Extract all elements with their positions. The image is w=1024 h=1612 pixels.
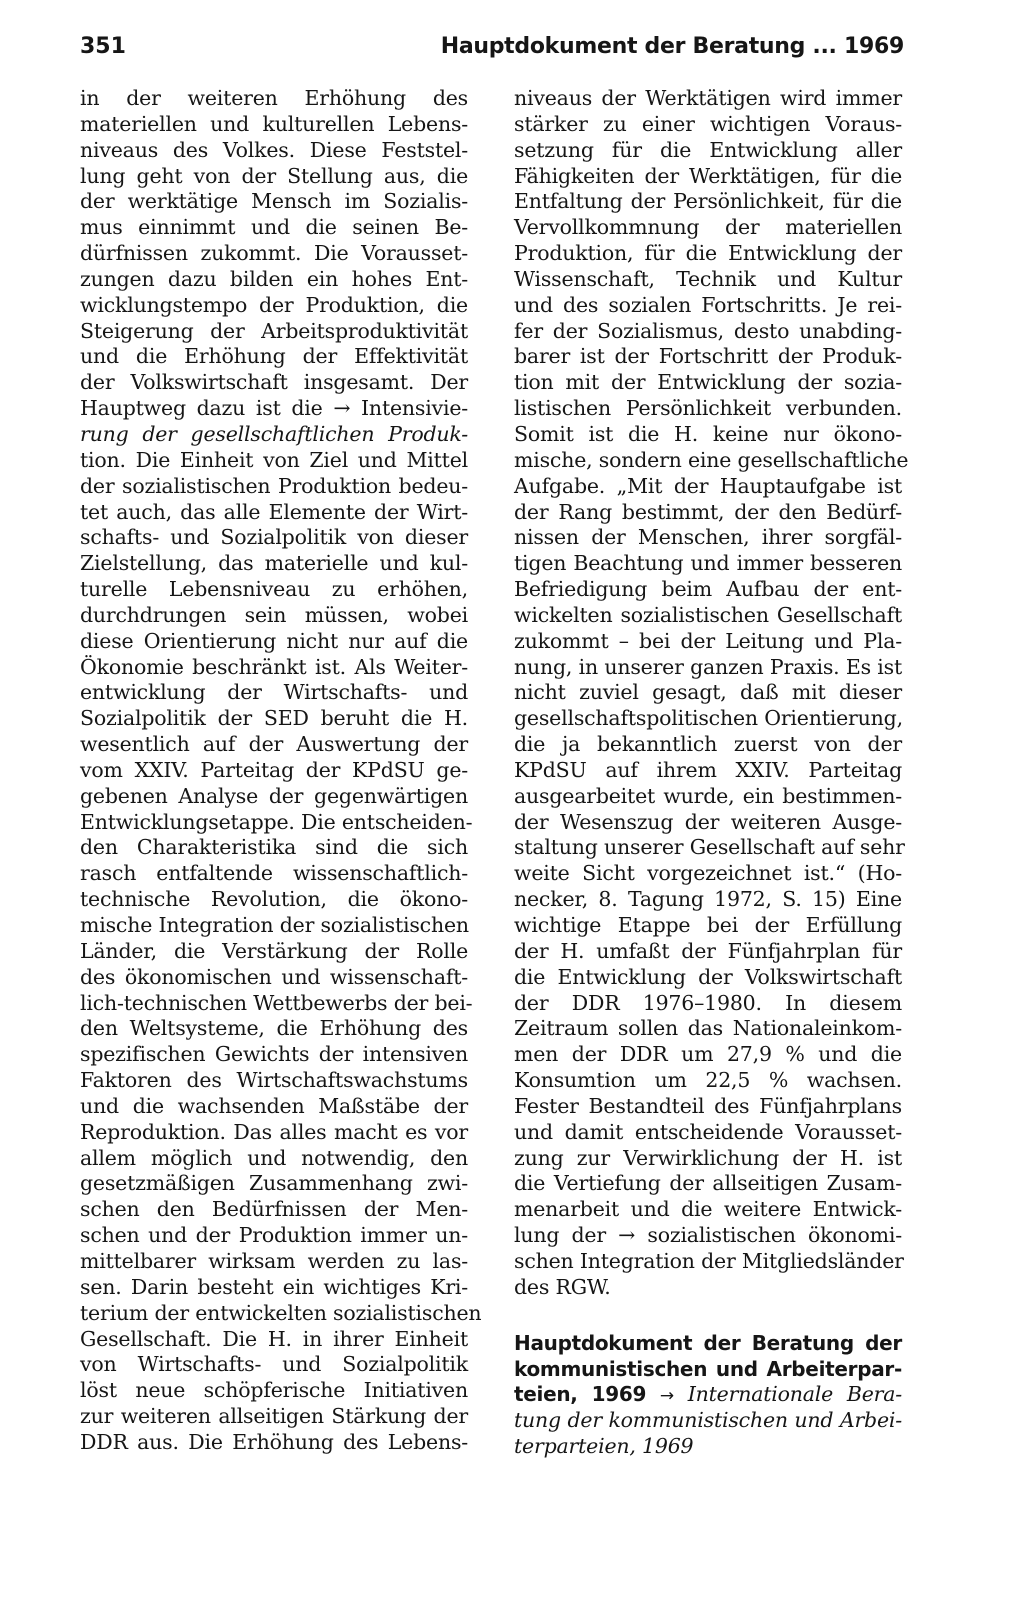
text-line: vom XXIV. Parteitag der KPdSU ge- [80,757,468,782]
right-column [514,86,909,1460]
text-line: Fester Bestandteil des Fünfjahrplans [514,1093,902,1118]
text-line: Reproduktion. Das alles macht es vor [80,1119,468,1144]
text-line: listischen Persönlichkeit verbunden. [514,396,902,421]
text-line: gesetzmäßigen Zusammenhang zwi- [80,1171,468,1196]
text-line: lung geht von der Stellung aus, die [80,163,468,188]
text-line: in der weiteren Erhöhung des [80,86,468,110]
text-line: Hauptweg dazu ist die → Intensivie- [80,396,468,421]
text-line: mus einnimmt und die seinen Be- [80,215,468,240]
text-line: technische Revolution, die ökono- [80,887,468,912]
text-line: wickelten sozialistischen Gesellschaft [514,602,902,627]
text-line: der H. umfaßt der Fünfjahrplan für [514,938,902,963]
text-line: Faktoren des Wirtschaftswachstums [80,1068,468,1093]
text-line: des ökonomischen und wissenschaft- [80,964,468,989]
text-line: Somit ist die H. keine nur ökono- [514,421,902,446]
text-line: wicklungstempo der Produktion, die [80,292,468,317]
text-line: schafts- und Sozialpolitik von dieser [80,525,468,550]
text-line: Zielstellung, das materielle und kul- [80,551,468,576]
text-line: Wissenschaft, Technik und Kultur [514,266,902,291]
text-line: KPdSU auf ihrem XXIV. Parteitag [514,757,902,782]
text-line: und die wachsenden Maßstäbe der [80,1093,468,1118]
text-line: Entfaltung der Persönlichkeit, für die [514,189,902,214]
text-line: barer ist der Fortschritt der Produk- [514,344,902,369]
text-line: den Charakteristika sind die sich [80,835,468,860]
text-line: rasch entfaltende wissenschaftlich- [80,861,468,886]
text-line: zur weiteren allseitigen Stärkung der [80,1404,468,1429]
text-line: der Wesenszug der weiteren Ausge- [514,809,902,834]
text-line: allem möglich und notwendig, den [80,1145,468,1170]
text-line: Produktion, für die Entwicklung der [514,241,902,266]
text-line: Konsumtion um 22,5 % wachsen. [514,1068,902,1093]
entry-headword-end: teien, 1969 [514,1382,647,1407]
text-line: schen Integration der Mitgliedsländer [514,1248,904,1273]
text-line: durchdrungen sein müssen, wobei [80,602,468,627]
text-line: DDR aus. Die Erhöhung des Lebens- [80,1429,468,1454]
text-line: gebenen Analyse der gegenwärtigen [80,783,468,808]
text-line: der DDR 1976–1980. In diesem [514,990,902,1015]
text-line: entwicklung der Wirtschafts- und [80,680,468,705]
text-line: Steigerung der Arbeitsproduktivität [80,318,468,343]
text-line: zung zur Verwirklichung der H. ist [514,1145,902,1170]
text-line: wesentlich auf der Auswertung der [80,732,468,757]
text-line: mische, sondern eine gesellschaftliche [514,447,909,472]
text-line: nung, in unserer ganzen Praxis. Es ist [514,654,902,679]
text-line: men der DDR um 27,9 % und die [514,1042,902,1067]
text-line: terium der entwickelten sozialistischen [80,1300,482,1325]
text-line: lung der → sozialistischen ökonomi- [514,1223,902,1248]
text-line: der Rang bestimmt, der den Bedürf- [514,499,902,524]
text-line: fer der Sozialismus, desto unabding- [514,318,902,343]
running-title: Hauptdokument der Beratung ... 1969 [440,34,904,59]
text-line: der werktätige Mensch im Sozialis- [80,189,468,214]
text-line: Sozialpolitik der SED beruht die H. [80,706,468,731]
text-line: die ja bekanntlich zuerst von der [514,732,902,757]
text-line: den Weltsysteme, die Erhöhung des [80,1016,468,1041]
text-line: staltung unserer Gesellschaft auf sehr [514,835,905,860]
text-line: und die Erhöhung der Effektivität [80,344,468,369]
text-line: lich-technischen Wettbewerbs der bei- [80,990,473,1015]
text-line: ausgearbeitet wurde, ein bestimmen- [514,783,902,808]
text-line: zukommt – bei der Leitung und Pla- [514,628,902,653]
text-line: niveaus des Volkes. Diese Feststel- [80,137,468,162]
text-line: menarbeit und die weitere Entwick- [514,1197,902,1222]
entry-reference-line [514,1382,902,1408]
text-line: Länder, die Verstärkung der Rolle [80,938,468,963]
text-line: des RGW. [514,1274,611,1299]
text-line: die Entwicklung der Volkswirtschaft [514,964,902,989]
text-line: weite Sicht vorgezeichnet ist.“ (Ho- [514,861,902,886]
text-line: materiellen und kulturellen Lebens- [80,111,468,136]
text-line: Entwicklungsetappe. Die entscheiden- [80,809,473,834]
text-line: wichtige Etappe bei der Erfüllung [514,913,902,937]
left-column [80,86,482,1456]
entry-headword-line: Hauptdokument der Beratung der [514,1330,902,1355]
text-line: mittelbarer wirksam werden zu las- [80,1248,468,1273]
text-line: tigen Beachtung und immer besseren [514,551,902,576]
text-line: und damit entscheidende Vorausset- [514,1119,902,1144]
text-line: und des sozialen Fortschritts. Je rei- [514,292,902,317]
text-line: mische Integration der sozialistischen [80,913,469,937]
text-line: Gesellschaft. Die H. in ihrer Einheit [80,1326,468,1351]
text-line: necker, 8. Tagung 1972, S. 15) Eine [514,887,902,912]
cross-reference-text[interactable]: Internationale Bera- [687,1382,902,1407]
text-line: nicht zuviel gesagt, daß mit dieser [514,680,902,705]
text-line: dürfnissen zukommt. Die Vorausset- [80,241,468,266]
text-line: von Wirtschafts- und Sozialpolitik [80,1352,468,1377]
text-line: setzung für die Entwicklung aller [514,137,902,162]
text-line: schen den Bedürfnissen der Men- [80,1197,468,1222]
text-line: Vervollkommnung der materiellen [514,215,902,240]
text-line: zungen dazu bilden ein hohes Ent- [80,266,468,291]
text-line: tion. Die Einheit von Ziel und Mittel [80,447,468,472]
cross-reference-arrow-icon: → [659,1386,674,1407]
text-line: Befriedigung beim Aufbau der ent- [514,577,902,602]
text-line: Ökonomie beschränkt ist. Als Weiter- [80,654,468,679]
text-line: stärker zu einer wichtigen Voraus- [514,111,902,136]
cross-reference-text[interactable]: terparteien, 1969 [514,1434,694,1459]
cross-reference-text[interactable]: tung der kommunistischen und Arbei- [514,1408,902,1433]
text-line: der sozialistischen Produktion bedeu- [80,473,468,498]
text-line: der Volkswirtschaft insgesamt. Der [80,370,468,395]
text-line: die Vertiefung der allseitigen Zusam- [514,1171,902,1196]
entry-spacer [514,1301,902,1331]
text-line: diese Orientierung nicht nur auf die [80,628,468,653]
page-number: 351 [80,34,126,59]
entry-headword-line: kommunistischen und Arbeiterpar- [514,1356,902,1381]
text-line: gesellschaftspolitischen Orientierung, [514,706,903,731]
text-line: schen und der Produktion immer un- [80,1223,468,1248]
text-line: löst neue schöpferische Initiativen [80,1378,468,1403]
text-line: nissen der Menschen, ihrer sorgfäl- [514,525,902,550]
text-line: Aufgabe. „Mit der Hauptaufgabe ist [514,473,902,498]
text-line: Fähigkeiten der Werktätigen, für die [514,163,902,188]
text-line: niveaus der Werktätigen wird immer [514,86,902,110]
text-line: sen. Darin besteht ein wichtiges Kri- [80,1274,468,1299]
text-line: tion mit der Entwicklung der sozia- [514,370,902,395]
text-line: tet auch, das alle Elemente der Wirt- [80,499,468,524]
text-line: Zeitraum sollen das Nationaleinkom- [514,1016,902,1041]
text-line: turelle Lebensniveau zu erhöhen, [80,577,468,602]
text-line: spezifischen Gewichts der intensiven [80,1042,468,1067]
text-line: rung der gesellschaftlichen Produk- [80,421,468,446]
